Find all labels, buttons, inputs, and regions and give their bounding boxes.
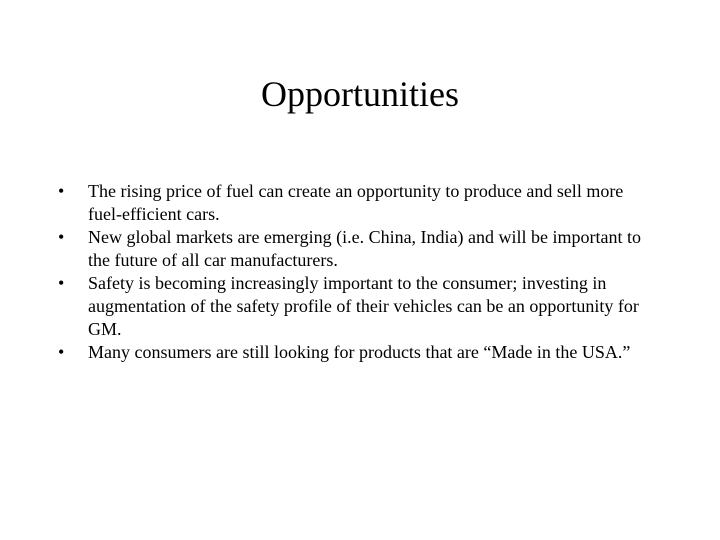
bullet-text: Safety is becoming increasingly important to the consumer; investing in augmentation of the safety profile of their vehicles can be an opportunity for GM. xyxy=(88,273,639,339)
bullet-item xyxy=(58,226,658,272)
bullet-icon: • xyxy=(58,273,65,293)
bullet-list xyxy=(58,180,658,364)
bullet-item xyxy=(58,272,658,341)
bullet-text: New global markets are emerging (i.e. China, India) and will be important to the future of all car manufacturers. xyxy=(88,227,642,270)
bullet-item xyxy=(58,180,658,226)
bullet-item xyxy=(58,341,658,364)
bullet-text: The rising price of fuel can create an opportunity to produce and sell more fuel-efficient cars. xyxy=(88,181,624,224)
bullet-text: Many consumers are still looking for products that are “Made in the USA.” xyxy=(88,342,631,362)
bullet-icon: • xyxy=(58,181,65,201)
bullet-icon: • xyxy=(58,342,65,362)
bullet-icon: • xyxy=(58,227,65,247)
slide-title: Opportunities xyxy=(261,74,459,114)
